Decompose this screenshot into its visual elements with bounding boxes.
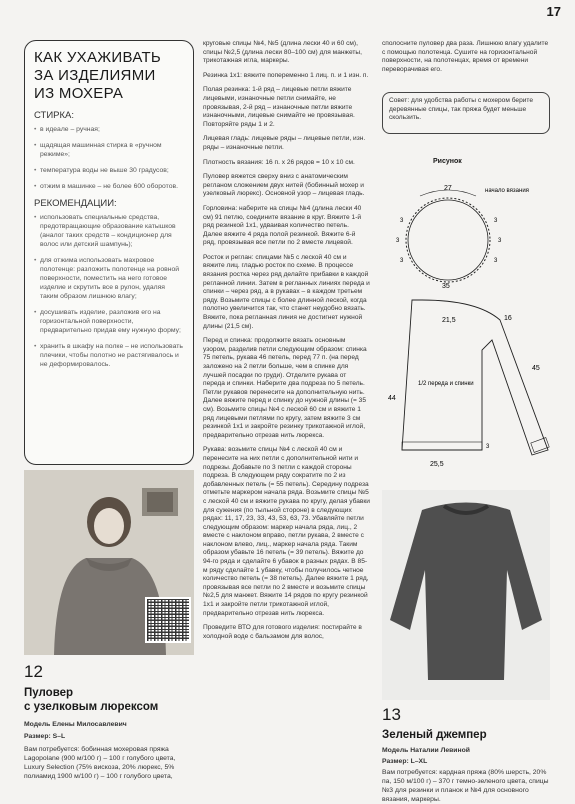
label-cuff: 3 <box>486 444 490 450</box>
label-hem-width: 25,5 <box>430 461 444 468</box>
model-number: 12 <box>24 662 43 681</box>
paragraph: Полая резинка: 1-й ряд – лицевые петли вяжите лицевыми, изнаночные петли снимайте, не провязывая, 2-й ряд – изнаночные петли вяжите изнаночными, лицевые снимайте не провязывая. Повторяйте ряды 1 и 2. <box>203 86 355 128</box>
list-item: • температура воды не выше 30 градусов; <box>34 166 184 175</box>
paragraph: Горловина: наберите на спицы №4 (длина лески 40 см) 91 петлю, соедините вязание в круг. Вяжите 1-й ряд резинкой 1х1, удваивая количество петель. Далее вяжите 4 ряда полой резинкой. Вяжите 6-й ряд, провязывая все петли по 2 вместе лицевой. <box>203 204 362 247</box>
label-half: 1/2 переда и спинки <box>418 381 474 387</box>
list-item: • в идеале – ручная; <box>34 125 184 134</box>
model-author-13: Модель Наталии Левиной <box>382 747 470 754</box>
list-item: • хранить в шкафу на полке – не использовать плечики, чтобы полотно не растягивалось и не деформировалось. <box>34 342 184 369</box>
model-size: Размер: S–L <box>24 733 66 740</box>
instructions-column <box>203 40 370 647</box>
figure-title: Рисунок <box>433 158 462 165</box>
paragraph: круговые спицы №4, №5 (длина лески 40 и 60 см), спицы №2,5 (длина лески 80–100 см) для манжеты, трикотажная игла, маркеры. <box>203 40 362 65</box>
paragraph: Рукава: возьмите спицы №4 с леской 40 см и перенесите на них петли с дополнительной нити и подрезы. Добавьте по 3 петли с каждой стороны подреза. В следующем ряду сократите по 2 из добавленных петель (= 55 петель). Середину подреза отметьте маркером начала ряда. Возьмите спицы №5 с леской 40 см и вяжите рукава по кругу, делая убавки для сужения (по тыльной стороне) в следующих рядах: 11, 17, 23, 33, 43, 53, 63, 73. Убавляйте петли следующим образом: маркер начала ряда, лиц., 2 вместе с наклоном вправо, петли рукава, 2 вместе с наклоном влево, лиц., маркер начала ряда. Таким образом убавьте 16 петель (= 39 петель). Вяжите до 94-го ряда и сделайте 6 убавок в разных рядах. В 85-м ряду сделайте 1 убавку, чтобы получилось четное количество петель (= 38 петель). Далее вяжите 1 ряд, провязывая все петли по 2 вместе и возьмите спицы №2,5 для манжет. Вяжите 14 рядов по кругу резинкой 1х1 и закройте петли трикотажной иглой, предварительно отрезав нить люрекса. <box>203 446 370 617</box>
paragraph: Перед и спинка: продолжите вязать основным узором, разделив петли следующим образом: спинка 75 петель, рукава 46 петель, перед 77 п. (на перед заложено на 2 петли больше, чем в спинке для лучшей посадки по груди). Отделите рукава от переда и спинки. Наберите два подреза по 5 петель. Петли рукавов перенесите на дополнительную нить. Далее вяжите перед и спинку до нужной длины (= 35 см). Возьмите спицы №4 с леской 60 см и вяжите 1 ряд лицевыми петлями по кругу, затем вяжите 3 см резинкой 1х1 и закройте резинку трикотажной иглой, предварительно отрезав нить люрекса. <box>203 337 367 439</box>
rec-heading: РЕКОМЕНДАЦИИ: <box>34 198 117 209</box>
page-number: 17 <box>546 4 561 19</box>
list-item: • досушивать изделие, разложив его на горизонтальной поверхности, предварительно придав ему нужную форму; <box>34 308 184 335</box>
label-top: 27 <box>444 185 452 192</box>
neck-circle <box>408 200 488 280</box>
model-size-13: Размер: L–XL <box>382 758 428 765</box>
label-sleeve-length: 45 <box>532 365 540 372</box>
qr-code[interactable] <box>145 597 191 643</box>
paragraph: Пуловер вяжется сверху вниз с анатомическим регланом сложением двух нитей (бобинный мохер и узелковый люрекс). Основной узор – лицевая гладь. <box>203 173 365 198</box>
label-start: начало вязания <box>485 188 529 194</box>
model-materials-13: Вам потребуется: кардная пряжа (80% шерсть, 20% па, 150 м/100 г) – 370 г темно-зеленого цвета, спицы №3 для резинки и планок и №4 для основного вязания, маркеры. <box>382 769 549 803</box>
paragraph: Росток и реглан: спицами №5 с леской 40 см и вяжите лиц. гладью росток по схеме. В процессе вязания ростка через ряд делайте прибавки в каждой регланной линии. Затем в регланных линиях переда и спинки – через ряд, а в рукавах – в каждом третьем ряду. Возьмите спицы с более длинной леской, когда полотно увеличится так, что станет неудобно вязать. Вяжите, пока регланная линия не достигнет нужной длины (21,5 см). <box>203 253 370 330</box>
label-right-2: 3 <box>498 238 502 244</box>
model-number-13: 13 <box>382 705 401 724</box>
list-item: • отжим в машинке – не более 600 оборотов. <box>34 182 184 191</box>
list-item: • для отжима использовать махровое полотенце: разложить полотенце на ровной поверхности, поместить на него готовое изделие и скрутить все в рулон, удаляя таким образом лишнюю влагу; <box>34 256 184 301</box>
hem-band <box>402 442 482 450</box>
paragraph: Лицевая гладь: лицевые ряды – лицевые петли, изн. ряды – изнаночные петли. <box>203 135 366 151</box>
yoke-circle <box>406 198 490 282</box>
pattern-schema <box>382 170 550 470</box>
label-right-3: 3 <box>494 258 498 264</box>
garment-outline <box>402 300 548 455</box>
paragraph: Резинка 1х1: вяжите попеременно 1 лиц. п. и 1 изн. п. <box>203 71 369 79</box>
label-raglan: 21,5 <box>442 317 456 324</box>
model-title-13: Зеленый джемпер <box>382 729 487 741</box>
list-item: • щадящая машинная стирка в «ручном режиме»; <box>34 141 184 159</box>
care-title: КАК УХАЖИВАТЬ ЗА ИЗДЕЛИЯМИ ИЗ МОХЕРА <box>34 49 162 102</box>
label-left-2: 3 <box>396 238 400 244</box>
label-bottom: 35 <box>442 283 450 290</box>
label-sleeve-top: 16 <box>504 315 512 322</box>
wash-list <box>34 125 184 191</box>
paragraph: Плотность вязания: 16 п. х 26 рядов = 10 х 10 см. <box>203 158 355 166</box>
wash-heading: СТИРКА: <box>34 110 75 121</box>
sweater-photo <box>382 490 550 700</box>
model-title: Пуловер с узелковым люрексом <box>24 687 159 713</box>
paragraph: Проведите ВТО для готового изделия: постирайте в холодной воде с бальзамом для волос, <box>203 624 362 640</box>
rec-list <box>34 213 184 369</box>
label-body-height: 44 <box>388 395 396 402</box>
model-author: Модель Елены Милосавлевич <box>24 721 127 728</box>
model-materials: Вам потребуется: бобинная мохеровая пряжа Lagopolane (900 м/100 г) – 100 г голубого цвета, Luxury Selection (75% вискоза, 20% люрекс, 5% полиамид 1900 м/100 г) – 100 г голубого цвета, <box>24 746 176 780</box>
right-paragraph: сполосните пуловер два раза. Лишнюю влагу удалите с помощью полотенца. Сушите на горизонтальной поверхности, на полотенцах, время от времени переворачивая его. <box>382 40 549 73</box>
label-right-1: 3 <box>494 218 498 224</box>
tip-box: Совет: для удобства работы с мохером берите деревянные спицы, так пряжа будет меньше скользить. <box>382 92 550 134</box>
label-left-3: 3 <box>400 258 404 264</box>
sweater-image <box>382 490 550 700</box>
care-box <box>24 40 194 465</box>
list-item: • использовать специальные средства, предотвращающие образование катышков (аналог таких средств – кондиционер для волос или детский шампунь); <box>34 213 184 249</box>
label-left-1: 3 <box>400 218 404 224</box>
